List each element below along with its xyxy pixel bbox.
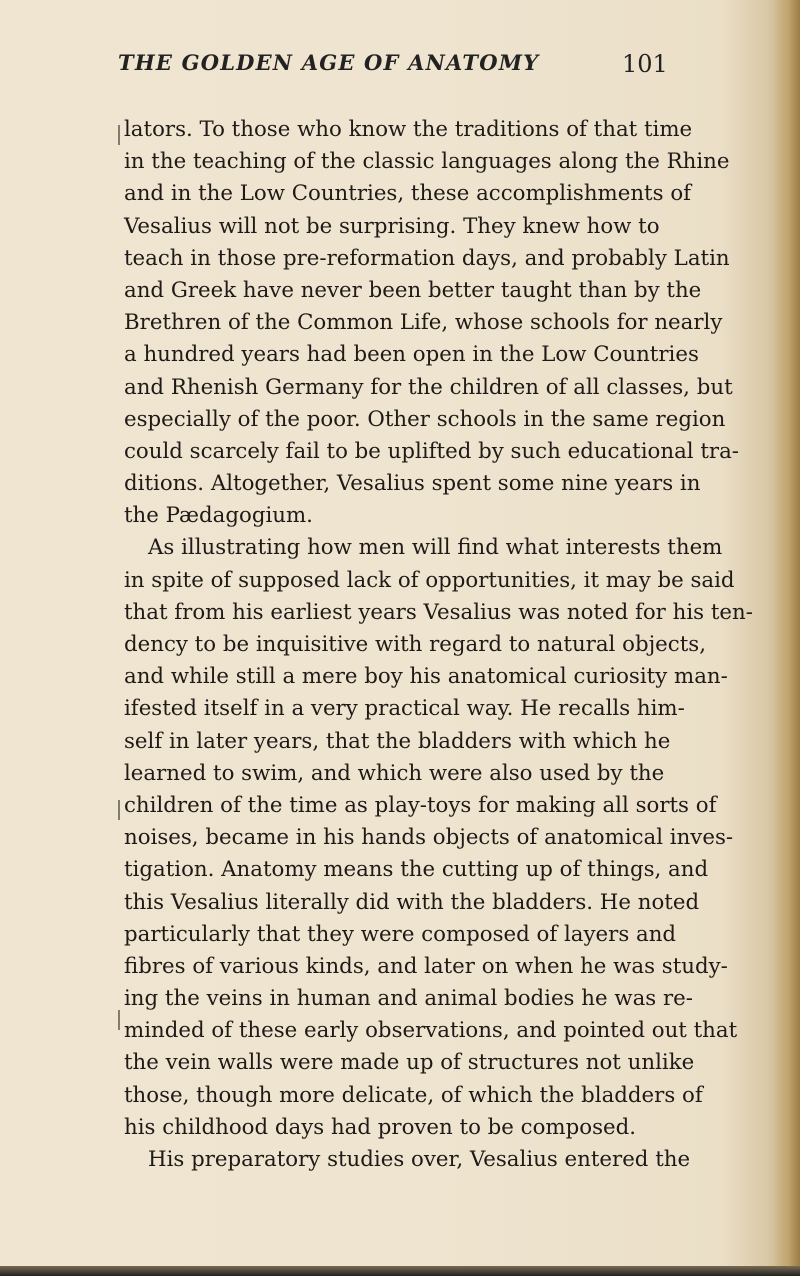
- text-line: self in later years, that the bladders with which he: [124, 728, 671, 754]
- page-number: 101: [622, 50, 668, 78]
- text-line: his childhood days had proven to be composed.: [124, 1114, 637, 1140]
- margin-mark: [118, 1010, 120, 1030]
- text-line: and Rhenish Germany for the children of all classes, but: [124, 374, 733, 400]
- paragraph-start-line: His preparatory studies over, Vesalius entered the: [148, 1147, 691, 1172]
- text-line: the Pædagogium.: [124, 503, 313, 529]
- text-line: and in the Low Countries, these accomplishments of: [124, 181, 692, 207]
- text-line: in spite of supposed lack of opportunities, it may be said: [124, 567, 735, 593]
- text-line: Brethren of the Common Life, whose schools for nearly: [124, 310, 723, 336]
- text-line: lators. To those who know the traditions of that time: [124, 117, 693, 142]
- text-line: the vein walls were made up of structures not unlike: [124, 1050, 695, 1076]
- text-line: this Vesalius literally did with the bladders. He noted: [124, 889, 700, 915]
- text-line: ifested itself in a very practical way. He recalls him-: [124, 696, 685, 722]
- text-line: a hundred years had been open in the Low Countries: [124, 342, 699, 368]
- text-line: dency to be inquisitive with regard to natural objects,: [124, 632, 706, 657]
- margin-mark: [118, 800, 120, 820]
- text-line: particularly that they were composed of layers and: [124, 921, 677, 947]
- page-gutter-shadow: [774, 0, 800, 1276]
- text-line: Vesalius will not be surprising. They knew how to: [124, 213, 660, 239]
- text-line: ditions. Altogether, Vesalius spent some nine years in: [124, 471, 701, 497]
- text-line: minded of these early observations, and pointed out that: [124, 1018, 738, 1044]
- text-line: especially of the poor. Other schools in the same region: [124, 406, 726, 432]
- body-text: [124, 114, 753, 1176]
- margin-mark: [118, 125, 120, 145]
- text-line: and while still a mere boy his anatomical curiosity man-: [124, 664, 728, 690]
- paragraph-start-line: As illustrating how men will find what interests them: [148, 535, 723, 561]
- text-line: that from his earliest years Vesalius was noted for his ten-: [124, 599, 753, 625]
- page-bottom-edge: [0, 1266, 800, 1276]
- text-line: children of the time as play-toys for making all sorts of: [124, 792, 717, 818]
- text-line: teach in those pre-reformation days, and probably Latin: [124, 245, 730, 271]
- text-line: learned to swim, and which were also used by the: [124, 760, 665, 786]
- text-line: and Greek have never been better taught than by the: [124, 277, 702, 303]
- text-line: in the teaching of the classic languages along the Rhine: [124, 149, 730, 175]
- text-line: fibres of various kinds, and later on when he was study-: [124, 953, 728, 979]
- text-line: noises, became in his hands objects of anatomical inves-: [124, 825, 734, 851]
- text-line: those, though more delicate, of which the bladders of: [124, 1082, 703, 1108]
- text-line: could scarcely fail to be uplifted by such educational tra-: [124, 438, 739, 464]
- running-head: THE GOLDEN AGE OF ANATOMY: [118, 50, 540, 75]
- text-line: tigation. Anatomy means the cutting up of things, and: [124, 857, 709, 883]
- text-line: ing the veins in human and animal bodies he was re-: [124, 986, 693, 1012]
